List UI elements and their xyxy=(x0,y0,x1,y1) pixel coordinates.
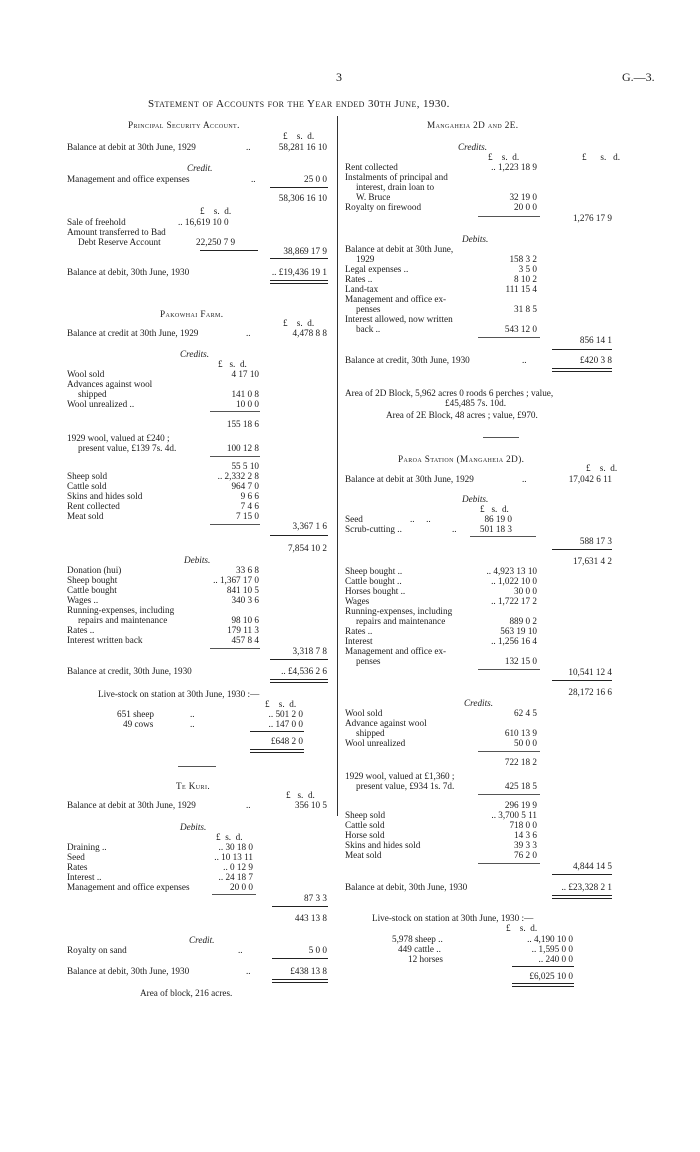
lsd-header-4: £ s. d. xyxy=(218,359,247,369)
mg-note3: Area of 2E Block, 48 acres ; value, £970. xyxy=(386,410,538,420)
pk-ls2-dots: .. xyxy=(190,719,195,729)
pa-open-amt: 17,042 6 11 xyxy=(568,474,612,484)
pk-c3: shipped xyxy=(78,389,107,399)
pa-credits-label: Credits. xyxy=(464,698,494,708)
pa-e7: Rates .. xyxy=(345,626,373,636)
pk-c10: Rent collected xyxy=(67,501,120,511)
rule xyxy=(250,731,304,732)
lsd-header-6: £ s. d. xyxy=(286,790,315,800)
rule xyxy=(200,250,258,251)
pa-d1: Seed xyxy=(345,514,363,524)
pa-c4-amt: 50 0 0 xyxy=(514,738,537,748)
rule xyxy=(552,680,612,681)
mg-c3: interest, drain loan to xyxy=(356,182,435,192)
pa-c4: Wool unrealized xyxy=(345,738,406,748)
pk-c4: Wool unrealized .. xyxy=(67,399,135,409)
ps-sub-2: 38,869 17 9 xyxy=(283,246,327,256)
pk-d2: Sheep bought xyxy=(67,575,118,585)
rule xyxy=(483,437,519,438)
pa-d1-dots: .. .. xyxy=(410,514,431,524)
pa-c6-amt: 425 18 5 xyxy=(504,781,537,791)
lsd-header: £ s. d. xyxy=(283,131,315,141)
pa-c-sub2: 296 19 9 xyxy=(504,800,537,810)
pk-d2-amt: .. 1,367 17 0 xyxy=(213,575,259,585)
pk-d4: Wages .. xyxy=(67,595,99,605)
rule xyxy=(512,983,574,987)
tk-d4-amt: .. 24 18 7 xyxy=(218,872,253,882)
ps-line-1-dots: .. xyxy=(246,142,251,152)
pk-d3-amt: 841 10 5 xyxy=(226,585,259,595)
pa-e1: Sheep bought .. xyxy=(345,566,403,576)
pk-ls-total: £648 2 0 xyxy=(270,736,303,746)
pa-open: Balance at debit at 30th June, 1929 xyxy=(345,474,474,484)
pa-c7: Sheep sold xyxy=(345,810,386,820)
pa-e10: penses xyxy=(356,656,381,666)
mg-d8: Interest allowed, now written xyxy=(345,314,453,324)
ps-line-6-amt: .. £19,436 19 1 xyxy=(271,267,327,277)
mg-d1: Balance at debit at 30th June, xyxy=(345,244,454,254)
page-title: Statement of Accounts for the Year ended 30th June, 1930. xyxy=(148,98,450,110)
pk-c1-amt: 4 17 10 xyxy=(231,369,259,379)
rule xyxy=(212,894,256,895)
mg-note2: £45,485 7s. 10d. xyxy=(445,398,506,408)
rule xyxy=(552,895,612,899)
pa-e6-amt: 889 0 2 xyxy=(509,616,537,626)
tk-credit-label: Credit. xyxy=(189,935,215,945)
mg-d6: Management and office ex- xyxy=(345,294,447,304)
pk-c5: 1929 wool, valued at £240 ; xyxy=(67,433,170,443)
pk-c4-amt: 10 0 0 xyxy=(236,399,259,409)
pk-ls2: 49 cows xyxy=(123,719,154,729)
lsd-header-9: £ s. d. xyxy=(582,152,621,162)
pk-d-total: 3,318 7 8 xyxy=(292,646,327,656)
pa-c2: Advance against wool xyxy=(345,718,427,728)
pk-c8-amt: 964 7 0 xyxy=(231,481,259,491)
rule xyxy=(552,368,612,372)
tk-d1-amt: .. 30 18 0 xyxy=(218,842,253,852)
ps-line-5-amt: 22,250 7 9 xyxy=(196,237,236,247)
rule xyxy=(512,966,574,967)
mg-c1-amt: .. 1,223 18 9 xyxy=(491,162,537,172)
pa-e3-amt: 30 0 0 xyxy=(514,586,537,596)
ps-line-6: Balance at debit, 30th June, 1930 xyxy=(67,267,190,277)
tk-d1: Draining .. xyxy=(67,842,107,852)
tk-open-dots: .. xyxy=(246,800,251,810)
tk-c1-amt: 5 0 0 xyxy=(308,945,327,955)
pk-c-sub2: 55 5 10 xyxy=(231,461,259,471)
rule xyxy=(270,187,328,188)
pk-c6: present value, £139 7s. 4d. xyxy=(78,443,177,453)
mg-c2: Instalments of principal and xyxy=(345,172,448,182)
lsd-header-3: £ s. d. xyxy=(283,318,315,328)
pk-c11: Meat sold xyxy=(67,511,104,521)
pa-run2: 28,172 16 6 xyxy=(568,687,612,697)
mg-debits-label: Debits. xyxy=(462,234,489,244)
rule xyxy=(210,456,260,457)
lsd-header-10: £ s. d. xyxy=(586,463,618,473)
pk-c-total: 3,367 1 6 xyxy=(292,521,327,531)
mg-note1: Area of 2D Block, 5,962 acres 0 roods 6 perches ; value, xyxy=(345,388,554,398)
pa-e10-amt: 132 15 0 xyxy=(504,656,537,666)
tk-d5: Management and office expenses xyxy=(67,882,190,892)
tk-open-amt: 356 10 5 xyxy=(294,800,327,810)
pa-ls1: 5,978 sheep .. xyxy=(392,934,443,944)
pa-c-total: 4,844 14 5 xyxy=(572,861,612,871)
pk-c9: Skins and hides sold xyxy=(67,491,143,501)
mg-credits-label: Credits. xyxy=(458,142,488,152)
mg-d9-amt: 543 12 0 xyxy=(504,324,537,334)
tk-close-dots: .. xyxy=(246,966,251,976)
ps-line-2-amt: 25 0 0 xyxy=(304,174,327,184)
mangaheia-heading: Mangaheia 2D and 2E. xyxy=(427,120,519,130)
pk-d1: Donation (hui) xyxy=(67,565,122,575)
page-number: 3 xyxy=(336,70,342,84)
pa-e7-amt: 563 19 10 xyxy=(500,626,537,636)
principal-security-heading: Principal Security Account. xyxy=(128,120,240,130)
rule xyxy=(178,766,216,767)
mg-d2: 1929 xyxy=(356,254,375,264)
lsd-header-2: £ s. d. xyxy=(200,206,232,216)
pk-ls1-amt: .. 501 2 0 xyxy=(268,709,303,719)
pa-e2: Cattle bought .. xyxy=(345,576,402,586)
pa-debits-label: Debits. xyxy=(462,494,489,504)
pa-e6: repairs and maintenance xyxy=(356,616,446,626)
mg-d4-amt: 8 10 2 xyxy=(514,274,537,284)
pa-d-sub: 588 17 3 xyxy=(579,536,612,546)
mg-d4: Rates .. xyxy=(345,274,373,284)
lsd-header-8: £ s. d. xyxy=(488,152,520,162)
lsd-header-11: £ s. d. xyxy=(480,504,509,514)
tk-d4: Interest .. xyxy=(67,872,102,882)
ps-sub-1: 58,306 16 10 xyxy=(278,193,327,203)
mg-d7-amt: 31 8 5 xyxy=(514,304,537,314)
pk-running: 7,854 10 2 xyxy=(287,543,327,553)
rule xyxy=(272,979,328,983)
pa-c10: Skins and hides sold xyxy=(345,840,421,850)
tk-d5-amt: 20 0 0 xyxy=(230,882,253,892)
mg-c-total: 1,276 17 9 xyxy=(572,213,612,223)
pk-d8: Interest written back xyxy=(67,635,143,645)
rule xyxy=(270,535,328,536)
pa-c10-amt: 39 3 3 xyxy=(514,840,537,850)
tk-close: Balance at debit, 30th June, 1930 xyxy=(67,966,190,976)
tk-d2-amt: .. 10 13 11 xyxy=(214,852,253,862)
pk-d6: repairs and maintenance xyxy=(78,615,168,625)
pa-close-amt: .. £23,328 2 1 xyxy=(561,882,612,892)
mg-d2-amt: 158 3 2 xyxy=(509,254,537,264)
mg-close-dots: .. xyxy=(522,355,527,365)
pk-close-amt: .. £4,536 2 6 xyxy=(281,666,327,676)
tk-area: Area of block, 216 acres. xyxy=(140,988,233,998)
column-divider xyxy=(337,116,338,816)
rule xyxy=(270,280,328,284)
rule xyxy=(478,863,540,864)
ps-line-2: Management and office expenses xyxy=(67,174,190,184)
mg-d3-amt: 3 5 0 xyxy=(518,264,537,274)
pa-d1-amt: 86 19 0 xyxy=(484,514,512,524)
rule xyxy=(478,669,540,670)
tk-d3-amt: .. 0 12 9 xyxy=(223,862,253,872)
ps-line-1: Balance at debit at 30th June, 1929 xyxy=(67,142,196,152)
pa-e4: Wages xyxy=(345,596,370,606)
pk-c7: Sheep sold xyxy=(67,471,108,481)
ps-line-2-dots: .. xyxy=(251,174,256,184)
pa-c3-amt: 610 13 9 xyxy=(504,728,537,738)
pa-e4-amt: .. 1,722 17 2 xyxy=(491,596,537,606)
pa-e3: Horses bought .. xyxy=(345,586,406,596)
mg-close: Balance at credit, 30th June, 1930 xyxy=(345,355,470,365)
pa-e8-amt: .. 1,256 16 4 xyxy=(491,636,537,646)
rule xyxy=(478,794,540,795)
rule xyxy=(210,524,260,525)
pk-c3-amt: 141 0 8 xyxy=(231,389,259,399)
pa-d2-dots: .. xyxy=(452,524,457,534)
tk-running: 443 13 8 xyxy=(294,913,327,923)
tk-d-total: 87 3 3 xyxy=(304,893,327,903)
mg-c5: Royalty on firewood xyxy=(345,202,422,212)
pk-c9-amt: 9 6 6 xyxy=(240,491,259,501)
pa-e2-amt: .. 1,022 10 0 xyxy=(491,576,537,586)
pa-ls1-amt: .. 4,190 10 0 xyxy=(527,934,573,944)
rule xyxy=(210,648,260,649)
pk-c6-amt: 100 12 8 xyxy=(226,443,259,453)
pk-ls-head: Live-stock on station at 30th June, 1930 :— xyxy=(98,689,260,699)
rule xyxy=(270,659,328,660)
pa-open-dots: .. xyxy=(522,474,527,484)
pa-e-total: 10,541 12 4 xyxy=(568,667,612,677)
pa-ls2: 449 cattle .. xyxy=(398,944,441,954)
tk-d2: Seed xyxy=(67,852,85,862)
tk-c1: Royalty on sand xyxy=(67,945,127,955)
pa-d2-amt: 501 18 3 xyxy=(479,524,512,534)
rule xyxy=(470,536,536,537)
ps-credit-label: Credit. xyxy=(187,163,213,173)
pa-c-sub: 722 18 2 xyxy=(504,757,537,767)
pa-c8: Cattle sold xyxy=(345,820,385,830)
tk-close-amt: £438 13 8 xyxy=(290,966,327,976)
pk-c7-amt: .. 2,332 2 8 xyxy=(217,471,259,481)
rule xyxy=(270,258,328,259)
lsd-header-5: £ s. d. xyxy=(265,699,297,709)
ps-line-5: Debt Reserve Account xyxy=(78,237,161,247)
pa-ls-head: Live-stock on station at 30th June, 1930 :— xyxy=(372,913,534,923)
rule xyxy=(552,874,612,875)
pk-c10-amt: 7 4 6 xyxy=(240,501,259,511)
lsd-header-7: £ s. d. xyxy=(216,832,243,842)
pa-ls3-amt: .. 240 0 0 xyxy=(538,954,573,964)
pakowhai-heading: Pakowhai Farm. xyxy=(160,309,224,319)
pk-close: Balance at credit, 30th June, 1930 xyxy=(67,666,192,676)
rule xyxy=(250,749,304,753)
ps-line-4: Amount transferred to Bad xyxy=(67,227,166,237)
pa-c1-amt: 62 4 5 xyxy=(514,708,537,718)
pa-close: Balance at debit, 30th June, 1930 xyxy=(345,882,468,892)
tk-open: Balance at debit at 30th June, 1929 xyxy=(67,800,196,810)
pa-ls3: 12 horses xyxy=(408,954,443,964)
tk-c1-dots: .. xyxy=(238,945,243,955)
rule xyxy=(478,337,540,338)
ps-line-3: Sale of freehold xyxy=(67,217,126,227)
pa-c7-amt: .. 3,700 5 11 xyxy=(491,810,537,820)
pk-credits-label: Credits. xyxy=(180,349,210,359)
ps-line-1-amt: 58,281 16 10 xyxy=(278,142,327,152)
pk-d4-amt: 340 3 6 xyxy=(231,595,259,605)
mg-d7: penses xyxy=(356,304,381,314)
pk-d7: Rates .. xyxy=(67,625,95,635)
pa-ls2-amt: .. 1,595 0 0 xyxy=(531,944,573,954)
mg-c4: W. Bruce xyxy=(356,192,391,202)
pk-open-amt: 4,478 8 8 xyxy=(292,328,327,338)
pa-c3: shipped xyxy=(356,728,385,738)
pa-ls-total: £6,025 10 0 xyxy=(529,971,573,981)
mg-c4-amt: 32 19 0 xyxy=(509,192,537,202)
pa-run1: 17,631 4 2 xyxy=(572,556,612,566)
pk-c8: Cattle sold xyxy=(67,481,107,491)
pk-debits-label: Debits. xyxy=(184,555,211,565)
pa-c11-amt: 76 2 0 xyxy=(514,850,537,860)
rule xyxy=(478,216,540,217)
mg-d-total: 856 14 1 xyxy=(579,335,612,345)
pa-c11: Meat sold xyxy=(345,850,382,860)
pk-c-sub: 155 18 6 xyxy=(226,419,259,429)
paroa-heading: Paroa Station (Mangaheia 2D). xyxy=(398,454,525,464)
pa-c8-amt: 718 0 0 xyxy=(509,820,537,830)
pk-ls1: 651 sheep xyxy=(117,709,154,719)
te-kuri-heading: Te Kuri. xyxy=(176,781,211,791)
pk-ls2-amt: .. 147 0 0 xyxy=(268,719,303,729)
pk-d7-amt: 179 11 3 xyxy=(227,625,259,635)
pa-e1-amt: .. 4,923 13 10 xyxy=(486,566,537,576)
mg-d3: Legal expenses .. xyxy=(345,264,409,274)
pk-open: Balance at credit at 30th June, 1929 xyxy=(67,328,199,338)
pk-c2: Advances against wool xyxy=(67,379,153,389)
pa-c6: present value, £934 1s. 7d. xyxy=(356,781,455,791)
rule xyxy=(272,958,328,959)
pa-c9-amt: 14 3 6 xyxy=(514,830,537,840)
pk-d5: Running-expenses, including xyxy=(67,605,175,615)
pk-d1-amt: 33 6 8 xyxy=(236,565,259,575)
mg-close-amt: £420 3 8 xyxy=(579,355,612,365)
lsd-header-12: £ s. d. xyxy=(506,923,538,933)
rule xyxy=(272,906,328,907)
pk-c11-amt: 7 15 0 xyxy=(236,511,259,521)
mg-c1: Rent collected xyxy=(345,162,398,172)
pk-open-dots: .. xyxy=(246,328,251,338)
mg-d5: Land-tax xyxy=(345,284,379,294)
rule xyxy=(270,679,328,683)
pa-c1: Wool sold xyxy=(345,708,383,718)
pa-c9: Horse sold xyxy=(345,830,385,840)
page-reference: G.—3. xyxy=(622,70,655,84)
rule xyxy=(478,751,540,752)
mg-d9: back .. xyxy=(356,324,381,334)
rule xyxy=(210,411,260,412)
rule xyxy=(552,349,612,350)
pa-e8: Interest xyxy=(345,636,373,646)
tk-debits-label: Debits. xyxy=(180,822,207,832)
pa-e5: Running-expenses, including xyxy=(345,606,453,616)
pa-c5: 1929 wool, valued at £1,360 ; xyxy=(345,771,455,781)
ps-line-3-amt: .. 16,619 10 0 xyxy=(178,217,229,227)
tk-d3: Rates xyxy=(67,862,88,872)
mg-c5-amt: 20 0 0 xyxy=(514,202,537,212)
pk-d6-amt: 98 10 6 xyxy=(231,615,259,625)
rule xyxy=(552,549,612,550)
pa-d2: Scrub-cutting .. xyxy=(345,524,402,534)
mg-d5-amt: 111 15 4 xyxy=(505,284,537,294)
pk-c1: Wool sold xyxy=(67,369,105,379)
pa-e9: Management and office ex- xyxy=(345,646,447,656)
pk-d3: Cattle bought xyxy=(67,585,117,595)
pk-ls1-dots: .. xyxy=(190,709,195,719)
pk-d8-amt: 457 8 4 xyxy=(231,635,259,645)
